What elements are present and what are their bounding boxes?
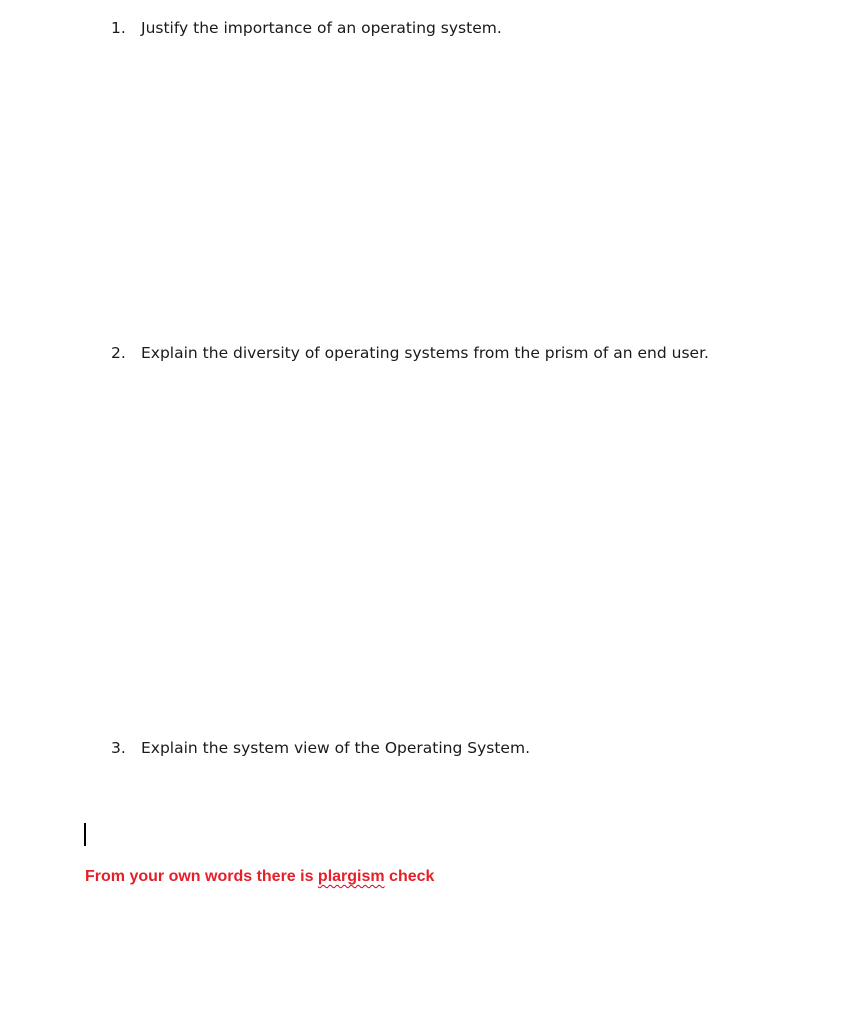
question-2-text: Explain the diversity of operating systems from the prism of an end user. [141, 344, 709, 362]
question-1-text: Justify the importance of an operating system. [141, 19, 502, 37]
text-cursor[interactable] [84, 823, 86, 846]
question-3 [111, 738, 530, 758]
note-misspelled-word[interactable]: plargism [317, 868, 385, 885]
plagiarism-note [85, 867, 434, 887]
question-1-number: 1. [111, 19, 126, 37]
question-1 [111, 18, 502, 38]
question-2-number: 2. [111, 344, 126, 362]
note-prefix: From your own words there is [85, 868, 318, 885]
note-suffix: check [384, 868, 435, 885]
question-3-text: Explain the system view of the Operating System. [141, 739, 530, 757]
question-3-number: 3. [111, 739, 126, 757]
question-2 [111, 343, 709, 363]
